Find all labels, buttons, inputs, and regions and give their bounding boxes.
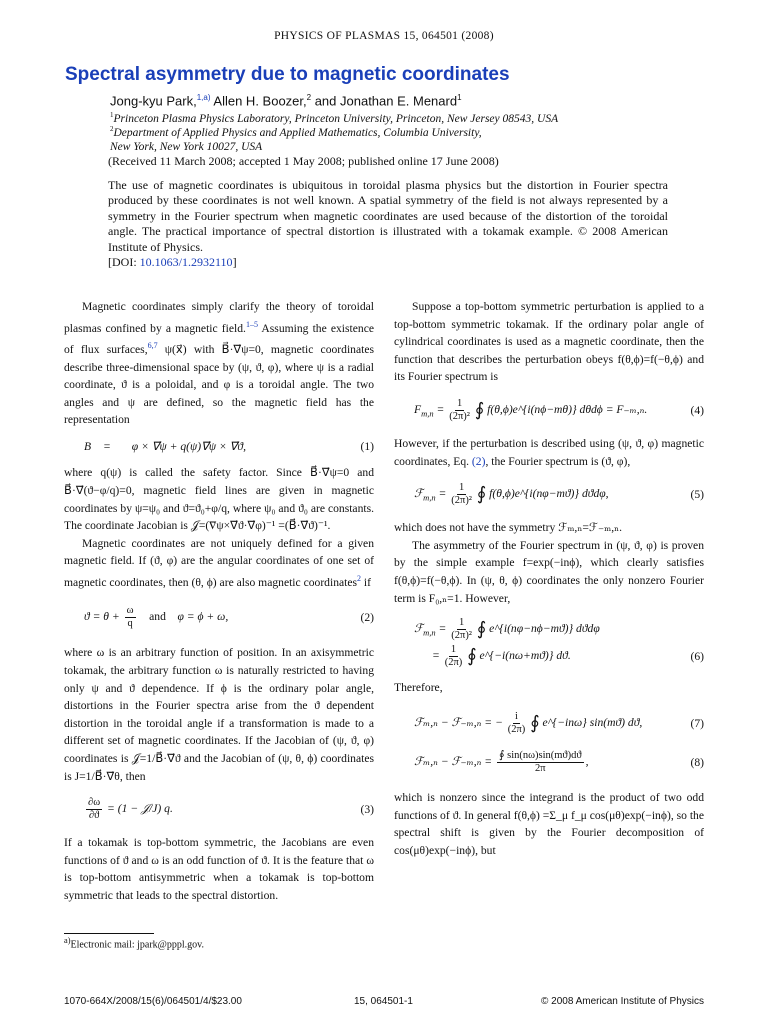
received-dates: (Received 11 March 2008; accepted 1 May 2008; published online 17 June 2008) [108, 154, 499, 168]
body-paragraph: However, if the perturbation is described using (ψ, ϑ, φ) magnetic coordinates, Eq. (2), the Fourier spectrum is (ϑ, φ), [394, 437, 704, 468]
doi-line: [DOI: 10.1063/1.2932110] [108, 255, 237, 269]
body-paragraph: Magnetic coordinates simply clarify the theory of toroidal plasmas confined by a magnetic field.$^{1-5}$ Assuming the existence of flux surfaces,$^{6,7}$ ψ(x⃗) with B⃗·∇⃗ψ=0, magnetic coordinates describe three-dimensional space by (ψ, ϑ, φ), where ψ is a radial coordinate, ϑ is a poloidal, and φ is a toroidal angle. The two angles and ψ are defined, so the magnetic field has the representation [64, 300, 374, 427]
equation-1: B⃗ = ∇⃗φ × ∇⃗ψ + q(ψ)∇⃗ψ × ∇⃗ϑ, (1) [64, 438, 374, 456]
equation-number: (8) [690, 755, 704, 769]
citation-link[interactable]: 6,7 [147, 341, 158, 351]
equation-8: ℱₘ,ₙ − ℱ₋ₘ,ₙ = $\frac{∮ \sin(n\omega)\sin(mϑ)dϑ}{2\pi}$ , (8) [414, 749, 704, 774]
equation-7: ℱₘ,ₙ − ℱ₋ₘ,ₙ = − $\frac{i}{(2\pi)}$ ∮ e^{−inω} sin(mϑ) dϑ, (7) [414, 710, 704, 735]
author-name: Jong-kyu Park, [110, 93, 197, 109]
body-paragraph: Therefore, [394, 681, 443, 695]
author-affil-mark: 2 [306, 93, 312, 102]
equation-5: ℱ$_{m,n}$ = $\frac{1}{\text{(2π)²}}$ ∮ f(θ,ϕ)e^{i(nφ−mϑ)} dϑdφ, (5) [414, 482, 704, 507]
right-column [394, 298, 704, 859]
equation-number: (5) [690, 487, 704, 501]
equation-number: (3) [360, 802, 374, 816]
left-column [64, 298, 374, 905]
body-paragraph: where q(ψ) is called the safety factor. Since B⃗·∇⃗ψ=0 and B⃗·∇⃗(ϑ−φ/q)=0, magnetic field lines are given in magnetic coordinates by ψ=ψ₀ and ϑ=ϑ₀+φ/q, where ψ₀ and ϑ₀ are constants. The coordinate Jacobian is 𝒥=(∇⃗ψ×∇⃗ϑ·∇⃗φ)⁻¹ =(B⃗·∇⃗ϑ)⁻¹. [64, 466, 374, 533]
author-affil-mark[interactable]: 1,a) [196, 93, 211, 102]
footer-copyright: © 2008 American Institute of Physics [540, 996, 704, 1007]
equation-6b: = $\frac{1}{(2\pi)}$ ∮ e^{−i(nω+mϑ)} dϑ. (6) [432, 644, 704, 669]
equation-number: (2) [360, 611, 374, 625]
equation-3: $\frac{\partial\omega}{\partial ϑ}$ = (1 − 𝒥/J) q. (3) [88, 797, 374, 822]
paper-title: Spectral asymmetry due to magnetic coordinates [65, 64, 510, 85]
contour-integral-symbol: ∮ [530, 712, 540, 733]
body-paragraph: which does not have the symmetry ℱₘ,ₙ=ℱ₋ₘ,ₙ. [394, 521, 623, 535]
equation-number: (4) [690, 403, 704, 417]
contour-integral-symbol: ∮ [476, 618, 487, 639]
body-paragraph: If a tokamak is top-bottom symmetric, the Jacobians are even functions of ϑ and ω is an odd function of ϑ. It is the feature that ω is top-bottom antisymmetric when a tokamak is top-bottom symmetric that leads to the spectral distortion. [64, 836, 374, 903]
author-affil-mark: 1 [457, 93, 462, 102]
footer-issn: 1070-664X/2008/15(6)/064501/4/$23.00 [64, 996, 242, 1007]
citation-link[interactable]: 1–5 [245, 319, 258, 329]
body-paragraph: Magnetic coordinates are not uniquely defined for a given magnetic field. If (ϑ, φ) are the angular coordinates of one set of magnetic coordinates, then (θ, ϕ) are also magnetic coordinates$^2$ if [64, 536, 374, 589]
footer-page-number: 15, 064501-1 [354, 996, 413, 1007]
affiliation-2: $^2$Department of Applied Physics and Applied Mathematics, Columbia University, New York, New York 10027, USA [110, 125, 482, 153]
doi-link[interactable]: 10.1063/1.2932110 [139, 255, 233, 269]
equation-6a: ℱ$_{m,n}$ = $\frac{1}{\text{(2π)²}}$ ∮ e^{i(nφ−nϕ−mϑ)} dϑdφ [414, 617, 600, 642]
affiliation-1: $^1$Princeton Plasma Physics Laboratory, Princeton University, Princeton, New Jersey 08543, USA [110, 111, 559, 125]
equation-2: ϑ = θ + $\frac{\omega}{q}$ and φ = ϕ + ω, (2) [84, 605, 374, 630]
body-paragraph: where ω is an arbitrary function of position. In an axisymmetric tokamak, the arbitrary function ω is naturally restricted to having only ψ and ϑ dependence. If ϕ is the ordinary polar angle, distortions in the Fourier spectra arise from the ϑ dependent distortion in the toroidal angle if a transformation is made to a different set of magnetic coordinates. If the Jacobian of (ψ, ϑ, φ) coordinates is 𝒥=1/B⃗·∇⃗ϑ and the Jacobian of (ψ, θ, ϕ) coordinates is J=1/B⃗·∇⃗θ, then [64, 646, 374, 783]
equation-4: $F_{m,n}$ = $\frac{1}{\text{(2π)²}}$ ∮ f(θ,ϕ)e^{i(nϕ−mθ)} dθdϕ = F₋ₘ,ₙ. (4) [414, 397, 704, 422]
equation-number: (7) [690, 716, 704, 730]
abstract: The use of magnetic coordinates is ubiquitous in toroidal plasma physics but the distortion in Fourier spectra produced by these coordinates is not well known. A spatial symmetry of the field is not always represented by a symmetry in the Fourier spectrum when magnetic coordinates are used because of the distortion of the toroidal angle. The practical importance of spectral distortion is illustrated with a tokamak example. © 2008 American Institute of Physics. [108, 178, 668, 254]
equation-number: (6) [690, 650, 704, 664]
body-paragraph: The asymmetry of the Fourier spectrum in (ψ, ϑ, φ) is proven by the simple example f=exp(−inϕ), which clearly satisfies f(θ,ϕ)=f(−θ,ϕ). In (ψ, θ, ϕ) coordinates the only nonzero Fourier term is F₀,ₙ=1. However, [394, 538, 704, 605]
contour-integral-symbol: ∮ [467, 646, 477, 667]
author-list [110, 93, 462, 108]
footnote: $^{a)}$Electronic mail: jpark@pppl.gov. [64, 936, 205, 951]
author-name: Allen H. Boozer, [213, 93, 307, 109]
body-paragraph: which is nonzero since the integrand is the product of two odd functions of ϑ. In general f(θ,ϕ) =Σ_μ f_μ cos(μθ)exp(−inϕ), so the spectral shift is given by the Fourier decomposition of cos(μθ)exp(−inϕ), but [394, 790, 704, 857]
contour-integral-symbol: ∮ [476, 483, 487, 504]
citation-link[interactable]: 2 [357, 574, 362, 584]
equation-ref-link[interactable]: (2) [471, 454, 486, 468]
equation-number: (1) [360, 439, 374, 453]
running-header: PHYSICS OF PLASMAS 15, 064501 (2008) [274, 30, 494, 42]
body-paragraph: Suppose a top-bottom symmetric perturbation is applied to a top-bottom symmetric tokamak. If the ordinary polar angle of cylindrical coordinates is used as a magnetic coordinate, then the function that describes the perturbation obeys f(θ,ϕ)=f(−θ,ϕ) and its Fourier spectrum is [394, 300, 704, 384]
contour-integral-symbol: ∮ [474, 399, 485, 420]
footnote-divider [64, 933, 154, 934]
author-name: and Jonathan E. Menard [314, 93, 458, 109]
